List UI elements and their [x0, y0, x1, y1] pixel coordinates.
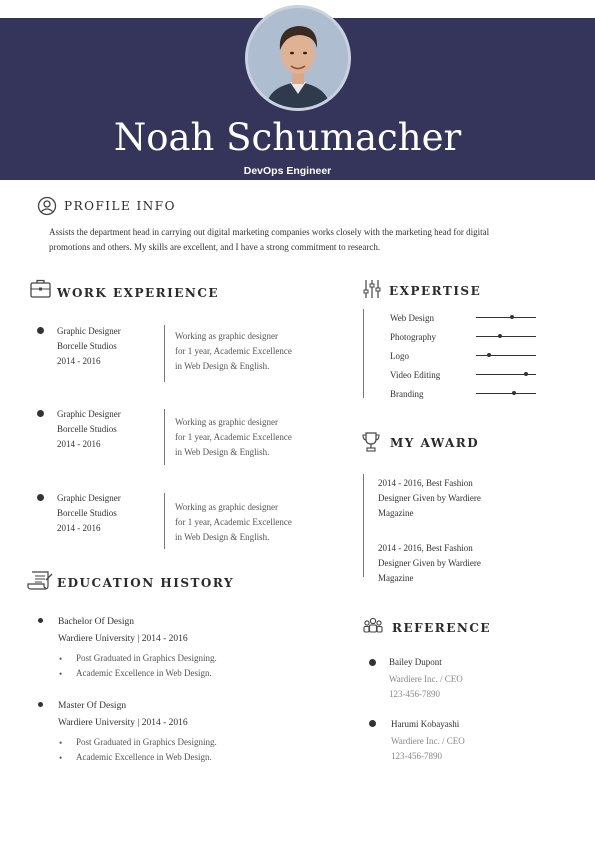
award-item — [378, 476, 481, 521]
skill-level-knob — [498, 334, 502, 338]
education-item — [58, 698, 188, 732]
skill-label: Video Editing — [390, 370, 441, 380]
education-degree: Bachelor Of Design — [58, 617, 134, 627]
award-item — [378, 541, 481, 586]
skill-label: Web Design — [390, 313, 435, 323]
education-section-title: EDUCATION HISTORY — [57, 576, 235, 590]
award-line: 2014 - 2016, Best Fashion — [378, 543, 473, 553]
education-detail: Academic Excellence in Web Design. — [76, 668, 212, 678]
work-description — [175, 329, 292, 374]
education-detail: Academic Excellence in Web Design. — [76, 752, 212, 762]
skill-level-track — [476, 317, 536, 318]
skill-level-track — [476, 355, 536, 356]
work-desc-line: Working as graphic designer — [175, 417, 278, 427]
work-position: Graphic Designer — [57, 493, 121, 503]
reference-phone: 123-456-7890 — [391, 751, 442, 761]
work-company: Borcelle Studios — [57, 341, 117, 351]
reference-name: Bailey Dupont — [389, 657, 442, 667]
briefcase-icon — [30, 279, 51, 298]
work-item — [57, 324, 121, 369]
trophy-icon — [361, 431, 381, 452]
work-company: Borcelle Studios — [57, 424, 117, 434]
reference-org: Wardiere Inc. / CEO — [391, 736, 465, 746]
work-divider — [164, 493, 165, 549]
work-description — [175, 500, 292, 545]
user-circle-icon — [37, 196, 57, 216]
skill-label: Branding — [390, 389, 424, 399]
expertise-section-title: EXPERTISE — [389, 284, 482, 298]
reference-name: Harumi Kobayashi — [391, 719, 460, 729]
candidate-role: DevOps Engineer — [243, 165, 332, 177]
work-divider — [164, 409, 165, 465]
work-position: Graphic Designer — [57, 326, 121, 336]
award-line: Designer Given by Wardiere — [378, 558, 481, 568]
award-divider — [363, 474, 364, 577]
person-portrait-icon — [248, 8, 348, 108]
expertise-divider — [363, 309, 364, 398]
award-line: Magazine — [378, 508, 414, 518]
work-desc-line: for 1 year, Academic Excellence — [175, 346, 292, 356]
work-company: Borcelle Studios — [57, 508, 117, 518]
award-line: 2014 - 2016, Best Fashion — [378, 478, 473, 488]
skill-label: Logo — [390, 351, 409, 361]
list-bullet: • — [59, 753, 63, 763]
skill-level-track — [476, 336, 536, 337]
work-divider — [164, 325, 165, 382]
education-item — [58, 614, 188, 648]
work-bullet-dot — [37, 410, 44, 417]
education-detail: Post Graduated in Graphics Designing. — [76, 737, 217, 747]
scroll-certificate-icon — [27, 570, 53, 590]
reference-bullet-dot — [369, 720, 376, 727]
education-school: Wardiere University | 2014 - 2016 — [58, 718, 188, 728]
work-bullet-dot — [37, 327, 44, 334]
sliders-icon — [362, 279, 382, 299]
reference-bullet-dot — [369, 659, 376, 666]
skill-level-knob — [512, 391, 516, 395]
list-bullet: • — [59, 654, 63, 664]
skill-level-track — [476, 393, 536, 394]
list-bullet: • — [59, 738, 63, 748]
work-desc-line: in Web Design & English. — [175, 361, 270, 371]
education-bullet-dot — [38, 618, 43, 623]
work-desc-line: in Web Design & English. — [175, 447, 270, 457]
skill-level-knob — [487, 353, 491, 357]
work-desc-line: in Web Design & English. — [175, 532, 270, 542]
education-school: Wardiere University | 2014 - 2016 — [58, 634, 188, 644]
list-bullet: • — [59, 669, 63, 679]
award-section-title: MY AWARD — [390, 436, 480, 450]
award-line: Magazine — [378, 573, 414, 583]
reference-section-title: REFERENCE — [392, 621, 492, 635]
skill-level-knob — [510, 315, 514, 319]
work-desc-line: for 1 year, Academic Excellence — [175, 517, 292, 527]
profile-photo — [245, 5, 351, 111]
skill-level-track — [476, 374, 536, 375]
work-desc-line: for 1 year, Academic Excellence — [175, 432, 292, 442]
work-item — [57, 491, 121, 536]
skill-label: Photography — [390, 332, 436, 342]
work-years: 2014 - 2016 — [57, 439, 101, 449]
profile-section-title: PROFILE INFO — [64, 199, 176, 213]
education-degree: Master Of Design — [58, 701, 127, 711]
reference-phone: 123-456-7890 — [389, 689, 440, 699]
education-detail: Post Graduated in Graphics Designing. — [76, 653, 217, 663]
work-desc-line: Working as graphic designer — [175, 502, 278, 512]
education-bullet-dot — [38, 702, 43, 707]
work-item — [57, 407, 121, 452]
work-years: 2014 - 2016 — [57, 523, 101, 533]
work-years: 2014 - 2016 — [57, 356, 101, 366]
work-description — [175, 415, 292, 460]
people-group-icon — [363, 617, 383, 633]
candidate-name: Noah Schumacher — [113, 116, 462, 159]
reference-org: Wardiere Inc. / CEO — [389, 674, 463, 684]
award-line: Designer Given by Wardiere — [378, 493, 481, 503]
work-desc-line: Working as graphic designer — [175, 331, 278, 341]
skill-level-knob — [524, 372, 528, 376]
profile-text: Assists the department head in carrying out digital marketing companies works closely with the marketing head for digital promotions and others. My skills are excellent, and I have a strong commitment to research. — [49, 227, 490, 252]
work-section-title: WORK EXPERIENCE — [57, 286, 220, 300]
work-position: Graphic Designer — [57, 409, 121, 419]
work-bullet-dot — [37, 494, 44, 501]
